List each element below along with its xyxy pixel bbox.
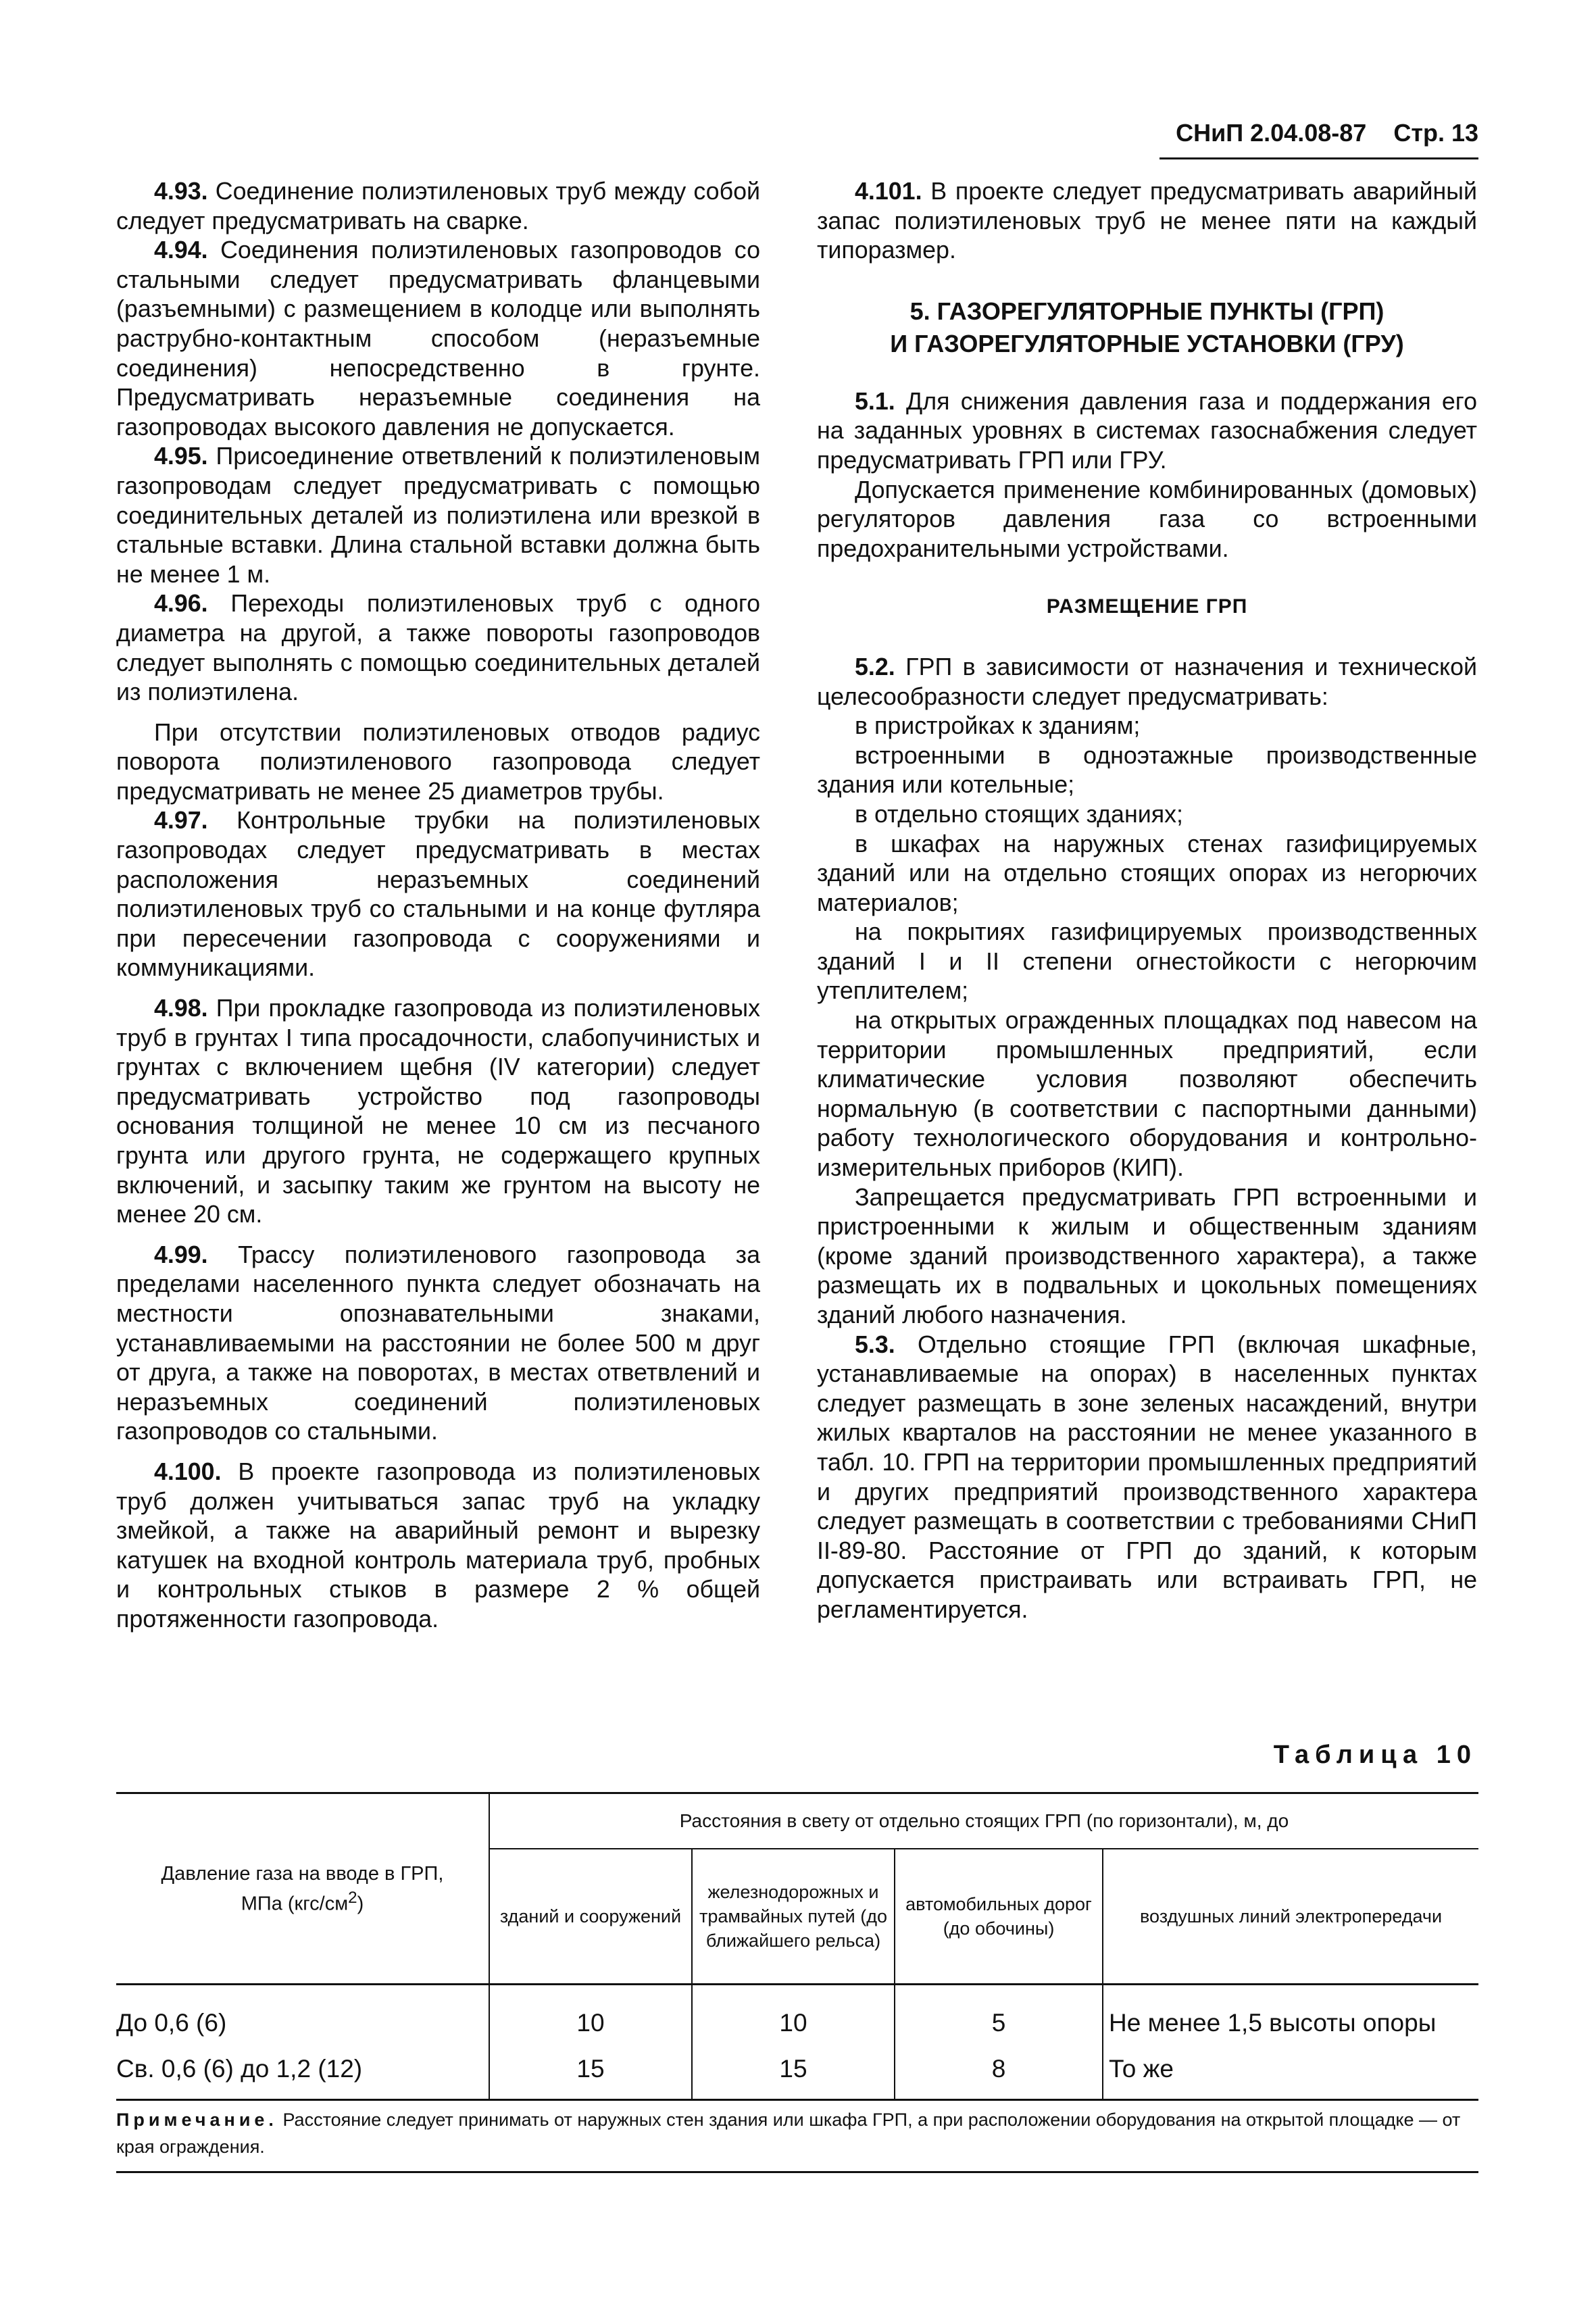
cell-power: Не менее 1,5 высоты опоры <box>1109 2009 1437 2037</box>
page-header <box>1159 119 1478 159</box>
paragraph-4-98 <box>116 994 760 1230</box>
clause-text: ГРП в зависимости от назначения и технической целесообразности следует предусматривать: <box>817 653 1477 710</box>
paragraph-4-101 <box>817 177 1477 266</box>
paragraph-4-97 <box>116 806 760 983</box>
clause-number: 4.99. <box>154 1241 208 1268</box>
header-buildings: зданий и сооружений <box>489 1849 692 1985</box>
clause-text: Соединения полиэтиленовых газопроводов со стальными следует предусматривать фланцевыми (разъемными) с размещением в колодце или выполнять раструбно-контактным способом (неразъемные соединения) непосредственно в грунте. Предусматривать неразъемные соединения на газопроводах высокого давления не допускается. <box>116 237 760 441</box>
paragraph-4-100 <box>116 1458 760 1635</box>
header-pressure-line-1: Давление газа на вводе в ГРП, <box>161 1862 444 1885</box>
list-item: на открытых огражденных площадках под навесом на территории промышленных предприятий, если климатические условия позволяют обеспечить нормальную (в соответствии с паспортными данными) работу технологического оборудования и контрольно-измерительных приборов (КИП). <box>817 1007 1477 1182</box>
paragraph-4-96-cont <box>116 718 760 807</box>
clause-text: Для снижения давления газа и поддержания его на заданных уровнях в системах газоснабжения следует предусматривать ГРП или ГРУ. <box>817 387 1477 474</box>
note-label: Примечание. <box>116 2110 278 2130</box>
paragraph-4-99 <box>116 1241 760 1447</box>
paragraph-4-95 <box>116 442 760 589</box>
list-item: встроенными в одноэтажные производственные здания или котельные; <box>817 741 1477 799</box>
paragraph-5-1-cont <box>817 476 1477 564</box>
clause-text: При прокладке газопровода из полиэтиленовых труб в грунтах I типа просадочности, слабопучинистых и грунтах с включением щебня (IV категории) следует предусматривать устройство под газопроводы основания толщиной не менее 10 см из песчаного грунта или другого грунта, не содержащего крупных включений, и засыпку таким же грунтом на высоту не менее 20 см. <box>116 995 760 1228</box>
cell-buildings: 10 <box>489 1985 692 2047</box>
clause-number: 4.101. <box>855 178 922 205</box>
section-title-line-1: 5. ГАЗОРЕГУЛЯТОРНЫЕ ПУНКТЫ (ГРП) <box>909 297 1385 325</box>
table-row <box>116 2046 1478 2099</box>
paragraph-5-2 <box>817 653 1477 712</box>
clause-text: Переходы полиэтиленовых труб с одного диаметра на другой, а также повороты газопроводов следует выполнять с помощью соединительных деталей из полиэтилена. <box>116 590 760 706</box>
header-pressure <box>116 1793 489 1985</box>
section-title-line-2: И ГАЗОРЕГУЛЯТОРНЫЕ УСТАНОВКИ (ГРУ) <box>890 329 1404 357</box>
cell-power: То же <box>1109 2055 1174 2083</box>
cell-roads: 8 <box>895 2046 1103 2099</box>
cell-rail: 10 <box>692 1985 895 2047</box>
clause-text: Отдельно стоящие ГРП (включая шкафные, устанавливаемые на опорах) в населенных пунктах следует размещать в зоне зеленых насаждений, внутри жилых кварталов на расстоянии не менее указанного в табл. 10. ГРП на территории промышленных предприятий и других предприятий производственного характера следует размещать в соответствии с требованиями СНиП II-89-80. Расстояние от ГРП до зданий, к которым допускается пристраивать или встраивать ГРП, не регламентируется. <box>817 1330 1477 1623</box>
paragraph-5-2-cont: Запрещается предусматривать ГРП встроенными и пристроенными к жилым и общественным зданиям (кроме зданий производственного характера), а также размещать их в подвальных и цокольных помещениях зданий любого назначения. <box>817 1183 1477 1328</box>
header-pressure-line-2: МПа (кгс/см <box>241 1893 349 1915</box>
clause-text: В проекте газопровода из полиэтиленовых труб должен учитываться запас труб на укладку змейкой, а также на аварийный ремонт и вырезку катушек на входной контроль материала труб, пробных и контрольных стыков в размере 2 % общей протяженности газопровода. <box>116 1458 760 1633</box>
list-item: в пристройках к зданиям; <box>855 712 1141 740</box>
header-distances: Расстояния в свету от отдельно стоящих ГРП (по горизонтали), м, до <box>489 1793 1478 1849</box>
cell-rail: 15 <box>692 2046 895 2099</box>
clause-text: Допускается применение комбинированных (домовых) регуляторов давления газа со встроенными предохранительными устройствами. <box>817 476 1477 562</box>
clause-number: 4.100. <box>154 1458 222 1485</box>
cell-pressure: Св. 0,6 (6) до 1,2 (12) <box>116 2046 489 2099</box>
table-10 <box>116 1792 1478 2173</box>
header-rule <box>1159 157 1478 159</box>
clause-number: 5.1. <box>855 387 895 415</box>
clause-number: 5.2. <box>855 653 895 680</box>
header-pressure-close: ) <box>357 1893 364 1915</box>
cell-pressure: До 0,6 (6) <box>116 1985 489 2047</box>
section-title <box>817 295 1477 360</box>
paragraph-4-94 <box>116 236 760 442</box>
table-caption: Таблица 10 <box>1273 1741 1477 1769</box>
clause-number: 5.3. <box>855 1330 895 1358</box>
clause-text: При отсутствии полиэтиленовых отводов радиус поворота полиэтиленового газопровода следует предусматривать не менее 25 диаметров трубы. <box>116 718 760 805</box>
paragraph-5-3 <box>817 1330 1477 1625</box>
table-row <box>116 1985 1478 2047</box>
header-power-lines: воздушных линий электропередачи <box>1103 1849 1478 1985</box>
cell-buildings: 15 <box>489 2046 692 2099</box>
paragraph-5-1 <box>817 387 1477 476</box>
cell-roads: 5 <box>895 1985 1103 2047</box>
right-column <box>817 177 1477 1625</box>
page-number: Стр. 13 <box>1393 119 1478 147</box>
list-item: в отдельно стоящих зданиях; <box>855 800 1183 828</box>
clause-number: 4.96. <box>154 590 208 618</box>
table-note <box>116 2099 1478 2173</box>
clause-number: 4.94. <box>154 237 208 264</box>
clause-number: 4.97. <box>154 807 208 835</box>
left-column <box>116 177 760 1635</box>
clause-text: Присоединение ответвлений к полиэтиленовым газопроводам следует предусматривать с помощью соединительных деталей из полиэтилена или врезкой в стальные вставки. Длина стальной вставки должна быть не менее 1 м. <box>116 443 760 588</box>
list-item: на покрытиях газифицируемых производственных зданий I и II степени огнестойкости с негорючим утеплителем; <box>817 918 1477 1005</box>
note-text: Расстояние следует принимать от наружных стен здания или шкафа ГРП, а при расположении оборудования на открытой площадке — от края ограждения. <box>116 2110 1461 2157</box>
header-rail: железнодорожных и трамвайных путей (до ближайшего рельса) <box>692 1849 895 1985</box>
header-pressure-sup: 2 <box>348 1888 357 1907</box>
paragraph-4-93 <box>116 177 760 236</box>
clause-text: В проекте следует предусматривать аварийный запас полиэтиленовых труб не менее пяти на каждый типоразмер. <box>817 178 1477 264</box>
clause-number: 4.98. <box>154 995 208 1022</box>
header-roads: автомобильных дорог (до обочины) <box>895 1849 1103 1985</box>
subsection-title: РАЗМЕЩЕНИЕ ГРП <box>1046 595 1248 618</box>
clause-text: Соединение полиэтиленовых труб между собой следует предусматривать на сварке. <box>116 178 760 234</box>
clause-number: 4.95. <box>154 443 208 470</box>
clause-text: Трассу полиэтиленового газопровода за пределами населенного пункта следует обозначать на местности опознавательными знаками, устанавливаемыми на расстоянии не более 500 м друг от друга, а также на поворотах, в местах ответвлений и неразъемных соединений полиэтиленовых газопроводов со стальными. <box>116 1241 760 1445</box>
list-item: в шкафах на наружных стенах газифицируемых зданий или на отдельно стоящих опорах из негорючих материалов; <box>817 830 1477 916</box>
clause-number: 4.93. <box>154 178 208 205</box>
distance-table <box>116 1792 1478 2099</box>
document-code: СНиП 2.04.08-87 <box>1176 119 1367 147</box>
clause-text: Контрольные трубки на полиэтиленовых газопроводах следует предусматривать в местах расположения неразъемных соединений полиэтиленовых труб со стальными и на конце футляра при пересечении газопровода с сооружениями и коммуникациями. <box>116 807 760 982</box>
paragraph-4-96 <box>116 589 760 707</box>
